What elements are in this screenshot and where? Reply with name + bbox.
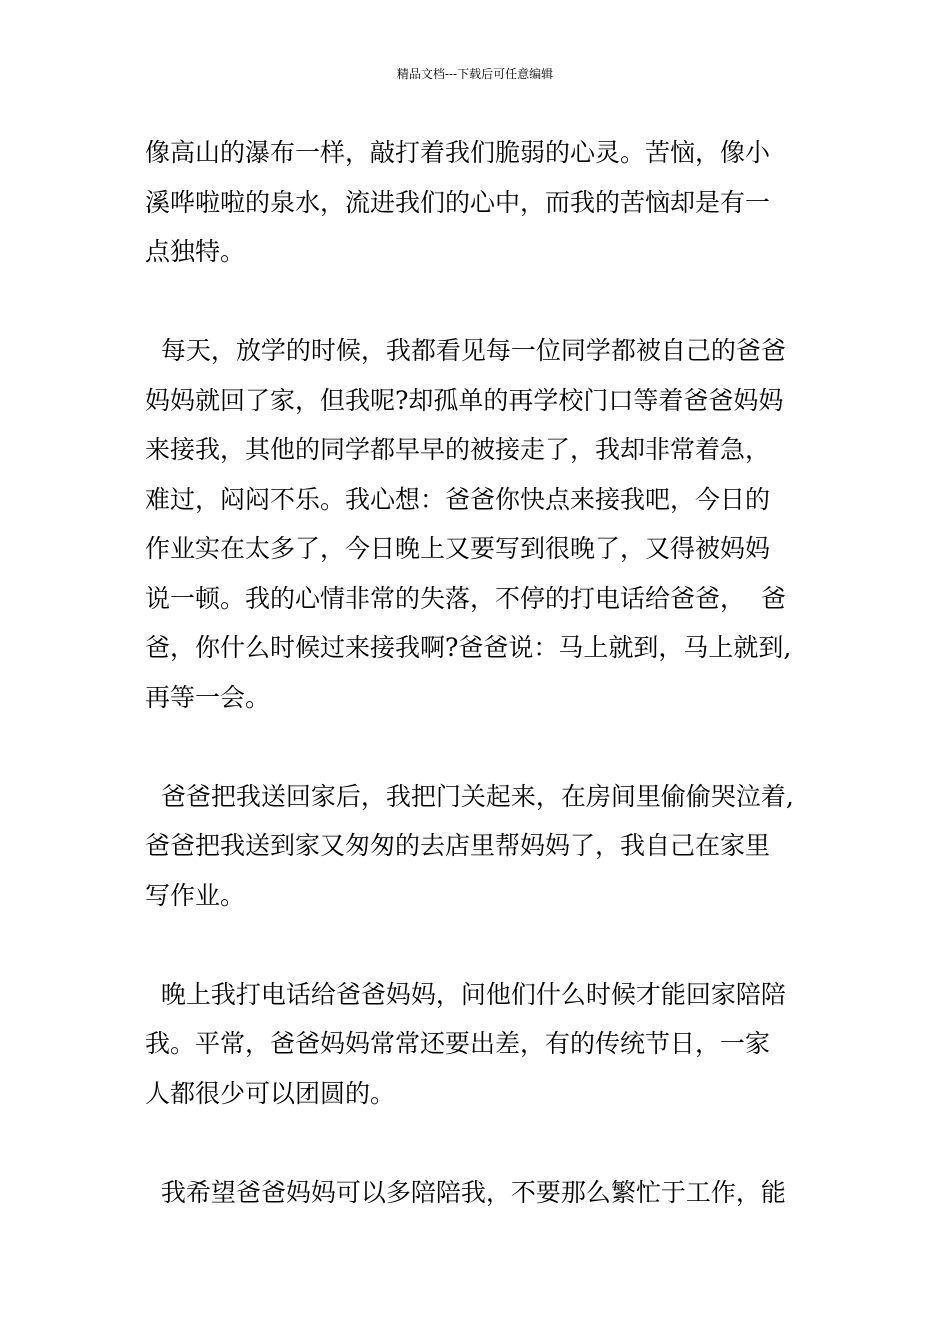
text-line: 溪哗啦啦的泉水，流进我们的心中，而我的苦恼却是有一 [145, 187, 771, 217]
paragraph-1 [145, 128, 807, 277]
text-line: 爸爸把我送回家后，我把门关起来，在房间里偷偷哭泣着, [145, 781, 794, 811]
text-line: 爸爸把我送到家又匆匆的去店里帮妈妈了，我自己在家里 [145, 831, 771, 860]
paragraph-3 [145, 772, 807, 921]
paragraph-gap [145, 722, 807, 772]
document-body [145, 128, 807, 1217]
text-line: 人都很少可以团圆的。 [145, 1078, 396, 1108]
text-line: 爸，你什么时候过来接我啊?爸爸说：马上就到，马上就到, [145, 633, 792, 662]
text-line: 我。平常，爸爸妈妈常常还要出差，有的传统节日，一家 [145, 1029, 771, 1058]
text-line: 晚上我打电话给爸爸妈妈，问他们什么时候才能回家陪陪 [145, 979, 786, 1009]
paragraph-5 [145, 1168, 807, 1218]
text-line: 来接我，其他的同学都早早的被接走了，我却非常着急， [145, 435, 771, 464]
page-header: 精品文档---下载后可任意编辑 [396, 67, 554, 81]
paragraph-gap [145, 1118, 807, 1168]
text-line: 写作业。 [145, 880, 246, 910]
text-line: 我希望爸爸妈妈可以多陪陪我，不要那么繁忙于工作，能 [145, 1177, 786, 1207]
paragraph-4 [145, 970, 807, 1119]
text-line: 每天，放学的时候，我都看见每一位同学都被自己的爸爸 [145, 336, 786, 365]
text-line: 妈妈就回了家，但我呢?却孤单的再学校门口等着爸爸妈妈 [145, 385, 784, 415]
text-line: 作业实在太多了，今日晚上又要写到很晚了，又得被妈妈 [145, 534, 771, 563]
paragraph-2 [145, 326, 807, 722]
paragraph-gap [145, 920, 807, 970]
text-line: 点独特。 [145, 237, 246, 266]
text-line: 像高山的瀑布一样，敲打着我们脆弱的心灵。苦恼，像小 [145, 138, 771, 167]
text-line: 难过，闷闷不乐。我心想：爸爸你快点来接我吧，今日的 [145, 484, 771, 514]
paragraph-gap [145, 277, 807, 327]
text-line: 说一顿。我的心情非常的失落，不停的打电话给爸爸， 爸 [145, 583, 786, 613]
text-line: 再等一会。 [145, 682, 271, 712]
